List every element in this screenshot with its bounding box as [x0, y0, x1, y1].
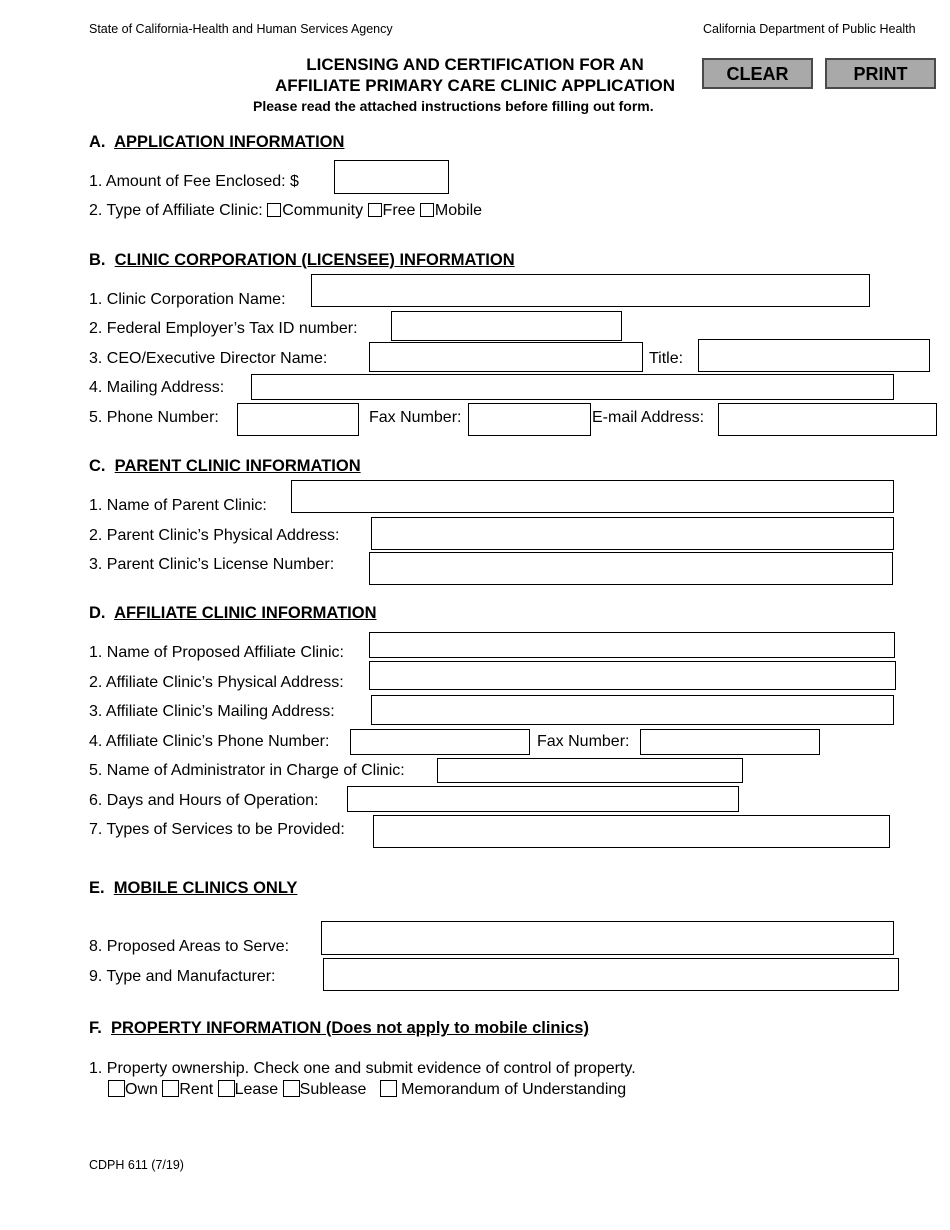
- section-a-letter: A.: [89, 133, 106, 151]
- fee-label: 1. Amount of Fee Enclosed: $: [89, 173, 299, 190]
- hours-label: 6. Days and Hours of Operation:: [89, 792, 319, 809]
- section-a-title: APPLICATION INFORMATION: [114, 133, 345, 151]
- section-b-letter: B.: [89, 251, 106, 269]
- manufacturer-input[interactable]: [323, 958, 899, 991]
- sublease-checkbox[interactable]: [283, 1080, 300, 1097]
- email-input[interactable]: [718, 403, 937, 436]
- clinic-type-label: 2. Type of Affiliate Clinic:: [89, 202, 263, 219]
- tax-id-input[interactable]: [391, 311, 622, 341]
- phone-input[interactable]: [237, 403, 359, 436]
- print-button[interactable]: PRINT: [825, 58, 936, 89]
- administrator-label: 5. Name of Administrator in Charge of Clinic:: [89, 762, 405, 779]
- affiliate-mailing-input[interactable]: [371, 695, 894, 725]
- ownership-options-row: [108, 1080, 626, 1099]
- ceo-name-label: 3. CEO/Executive Director Name:: [89, 350, 328, 367]
- form-title-line2: AFFILIATE PRIMARY CARE CLINIC APPLICATION: [274, 76, 676, 95]
- ceo-title-input[interactable]: [698, 339, 930, 372]
- section-f-title: PROPERTY INFORMATION (Does not apply to mobile clinics): [111, 1019, 589, 1037]
- manufacturer-label: 9. Type and Manufacturer:: [89, 968, 276, 985]
- affiliate-physical-input[interactable]: [369, 661, 896, 690]
- parent-license-input[interactable]: [369, 552, 893, 585]
- mailing-address-label: 4. Mailing Address:: [89, 379, 225, 396]
- department-name: California Department of Public Health: [703, 22, 916, 36]
- mou-checkbox[interactable]: [380, 1080, 397, 1097]
- parent-address-input[interactable]: [371, 517, 894, 550]
- fax-label: Fax Number:: [369, 409, 462, 426]
- section-e-title: MOBILE CLINICS ONLY: [113, 879, 298, 897]
- tax-id-label: 2. Federal Employer’s Tax ID number:: [89, 320, 358, 337]
- affiliate-name-input[interactable]: [369, 632, 895, 658]
- affiliate-phone-input[interactable]: [350, 729, 530, 755]
- parent-license-label: 3. Parent Clinic’s License Number:: [89, 556, 335, 573]
- section-e-letter: E.: [89, 879, 105, 897]
- mailing-address-input[interactable]: [251, 374, 894, 400]
- free-option-label: Free: [382, 202, 416, 219]
- section-a-heading: [89, 133, 344, 152]
- services-input[interactable]: [373, 815, 890, 848]
- section-c-letter: C.: [89, 457, 106, 475]
- lease-option-label: Lease: [234, 1081, 279, 1098]
- fax-input[interactable]: [468, 403, 591, 436]
- agency-name: State of California-Health and Human Services Agency: [89, 22, 393, 36]
- section-c-title: PARENT CLINIC INFORMATION: [114, 457, 361, 475]
- email-label: E-mail Address:: [592, 409, 705, 426]
- mobile-checkbox[interactable]: [420, 203, 434, 217]
- affiliate-fax-label: Fax Number:: [537, 733, 630, 750]
- own-checkbox[interactable]: [108, 1080, 125, 1097]
- ownership-label: 1. Property ownership. Check one and submit evidence of control of property.: [89, 1060, 636, 1077]
- service-areas-label: 8. Proposed Areas to Serve:: [89, 938, 290, 955]
- section-b-title: CLINIC CORPORATION (LICENSEE) INFORMATION: [114, 251, 515, 269]
- section-d-letter: D.: [89, 604, 106, 622]
- affiliate-physical-label: 2. Affiliate Clinic’s Physical Address:: [89, 674, 344, 691]
- ceo-name-input[interactable]: [369, 342, 643, 372]
- section-d-title: AFFILIATE CLINIC INFORMATION: [114, 604, 377, 622]
- parent-name-input[interactable]: [291, 480, 894, 513]
- form-title-line1: LICENSING AND CERTIFICATION FOR AN: [306, 55, 644, 74]
- own-option-label: Own: [125, 1081, 158, 1098]
- mobile-option-label: Mobile: [434, 202, 483, 219]
- parent-address-label: 2. Parent Clinic’s Physical Address:: [89, 527, 340, 544]
- section-f-heading: [89, 1019, 589, 1038]
- rent-checkbox[interactable]: [162, 1080, 179, 1097]
- free-checkbox[interactable]: [368, 203, 382, 217]
- mou-option-label: Memorandum of Understanding: [401, 1081, 627, 1098]
- corp-name-input[interactable]: [311, 274, 870, 307]
- lease-checkbox[interactable]: [218, 1080, 235, 1097]
- fee-amount-input[interactable]: [334, 160, 449, 194]
- section-b-heading: [89, 251, 515, 270]
- phone-label: 5. Phone Number:: [89, 409, 219, 426]
- community-checkbox[interactable]: [267, 203, 281, 217]
- form-title: [250, 54, 700, 96]
- affiliate-phone-label: 4. Affiliate Clinic’s Phone Number:: [89, 733, 330, 750]
- affiliate-fax-input[interactable]: [640, 729, 820, 755]
- section-f-letter: F.: [89, 1019, 102, 1037]
- ceo-title-label: Title:: [649, 350, 684, 367]
- administrator-input[interactable]: [437, 758, 743, 783]
- affiliate-mailing-label: 3. Affiliate Clinic’s Mailing Address:: [89, 703, 335, 720]
- corp-name-label: 1. Clinic Corporation Name:: [89, 291, 286, 308]
- hours-input[interactable]: [347, 786, 739, 812]
- form-number: CDPH 611 (7/19): [89, 1158, 184, 1172]
- section-c-heading: [89, 457, 361, 476]
- clear-button[interactable]: CLEAR: [702, 58, 813, 89]
- affiliate-name-label: 1. Name of Proposed Affiliate Clinic:: [89, 644, 344, 661]
- section-d-heading: [89, 604, 377, 623]
- sublease-option-label: Sublease: [299, 1081, 367, 1098]
- services-label: 7. Types of Services to be Provided:: [89, 821, 345, 838]
- service-areas-input[interactable]: [321, 921, 894, 955]
- section-e-heading: [89, 879, 297, 898]
- clinic-type-row: [89, 202, 482, 220]
- community-option-label: Community: [282, 202, 364, 219]
- parent-name-label: 1. Name of Parent Clinic:: [89, 497, 267, 514]
- rent-option-label: Rent: [179, 1081, 214, 1098]
- instructions-note: Please read the attached instructions before filling out form.: [253, 98, 654, 114]
